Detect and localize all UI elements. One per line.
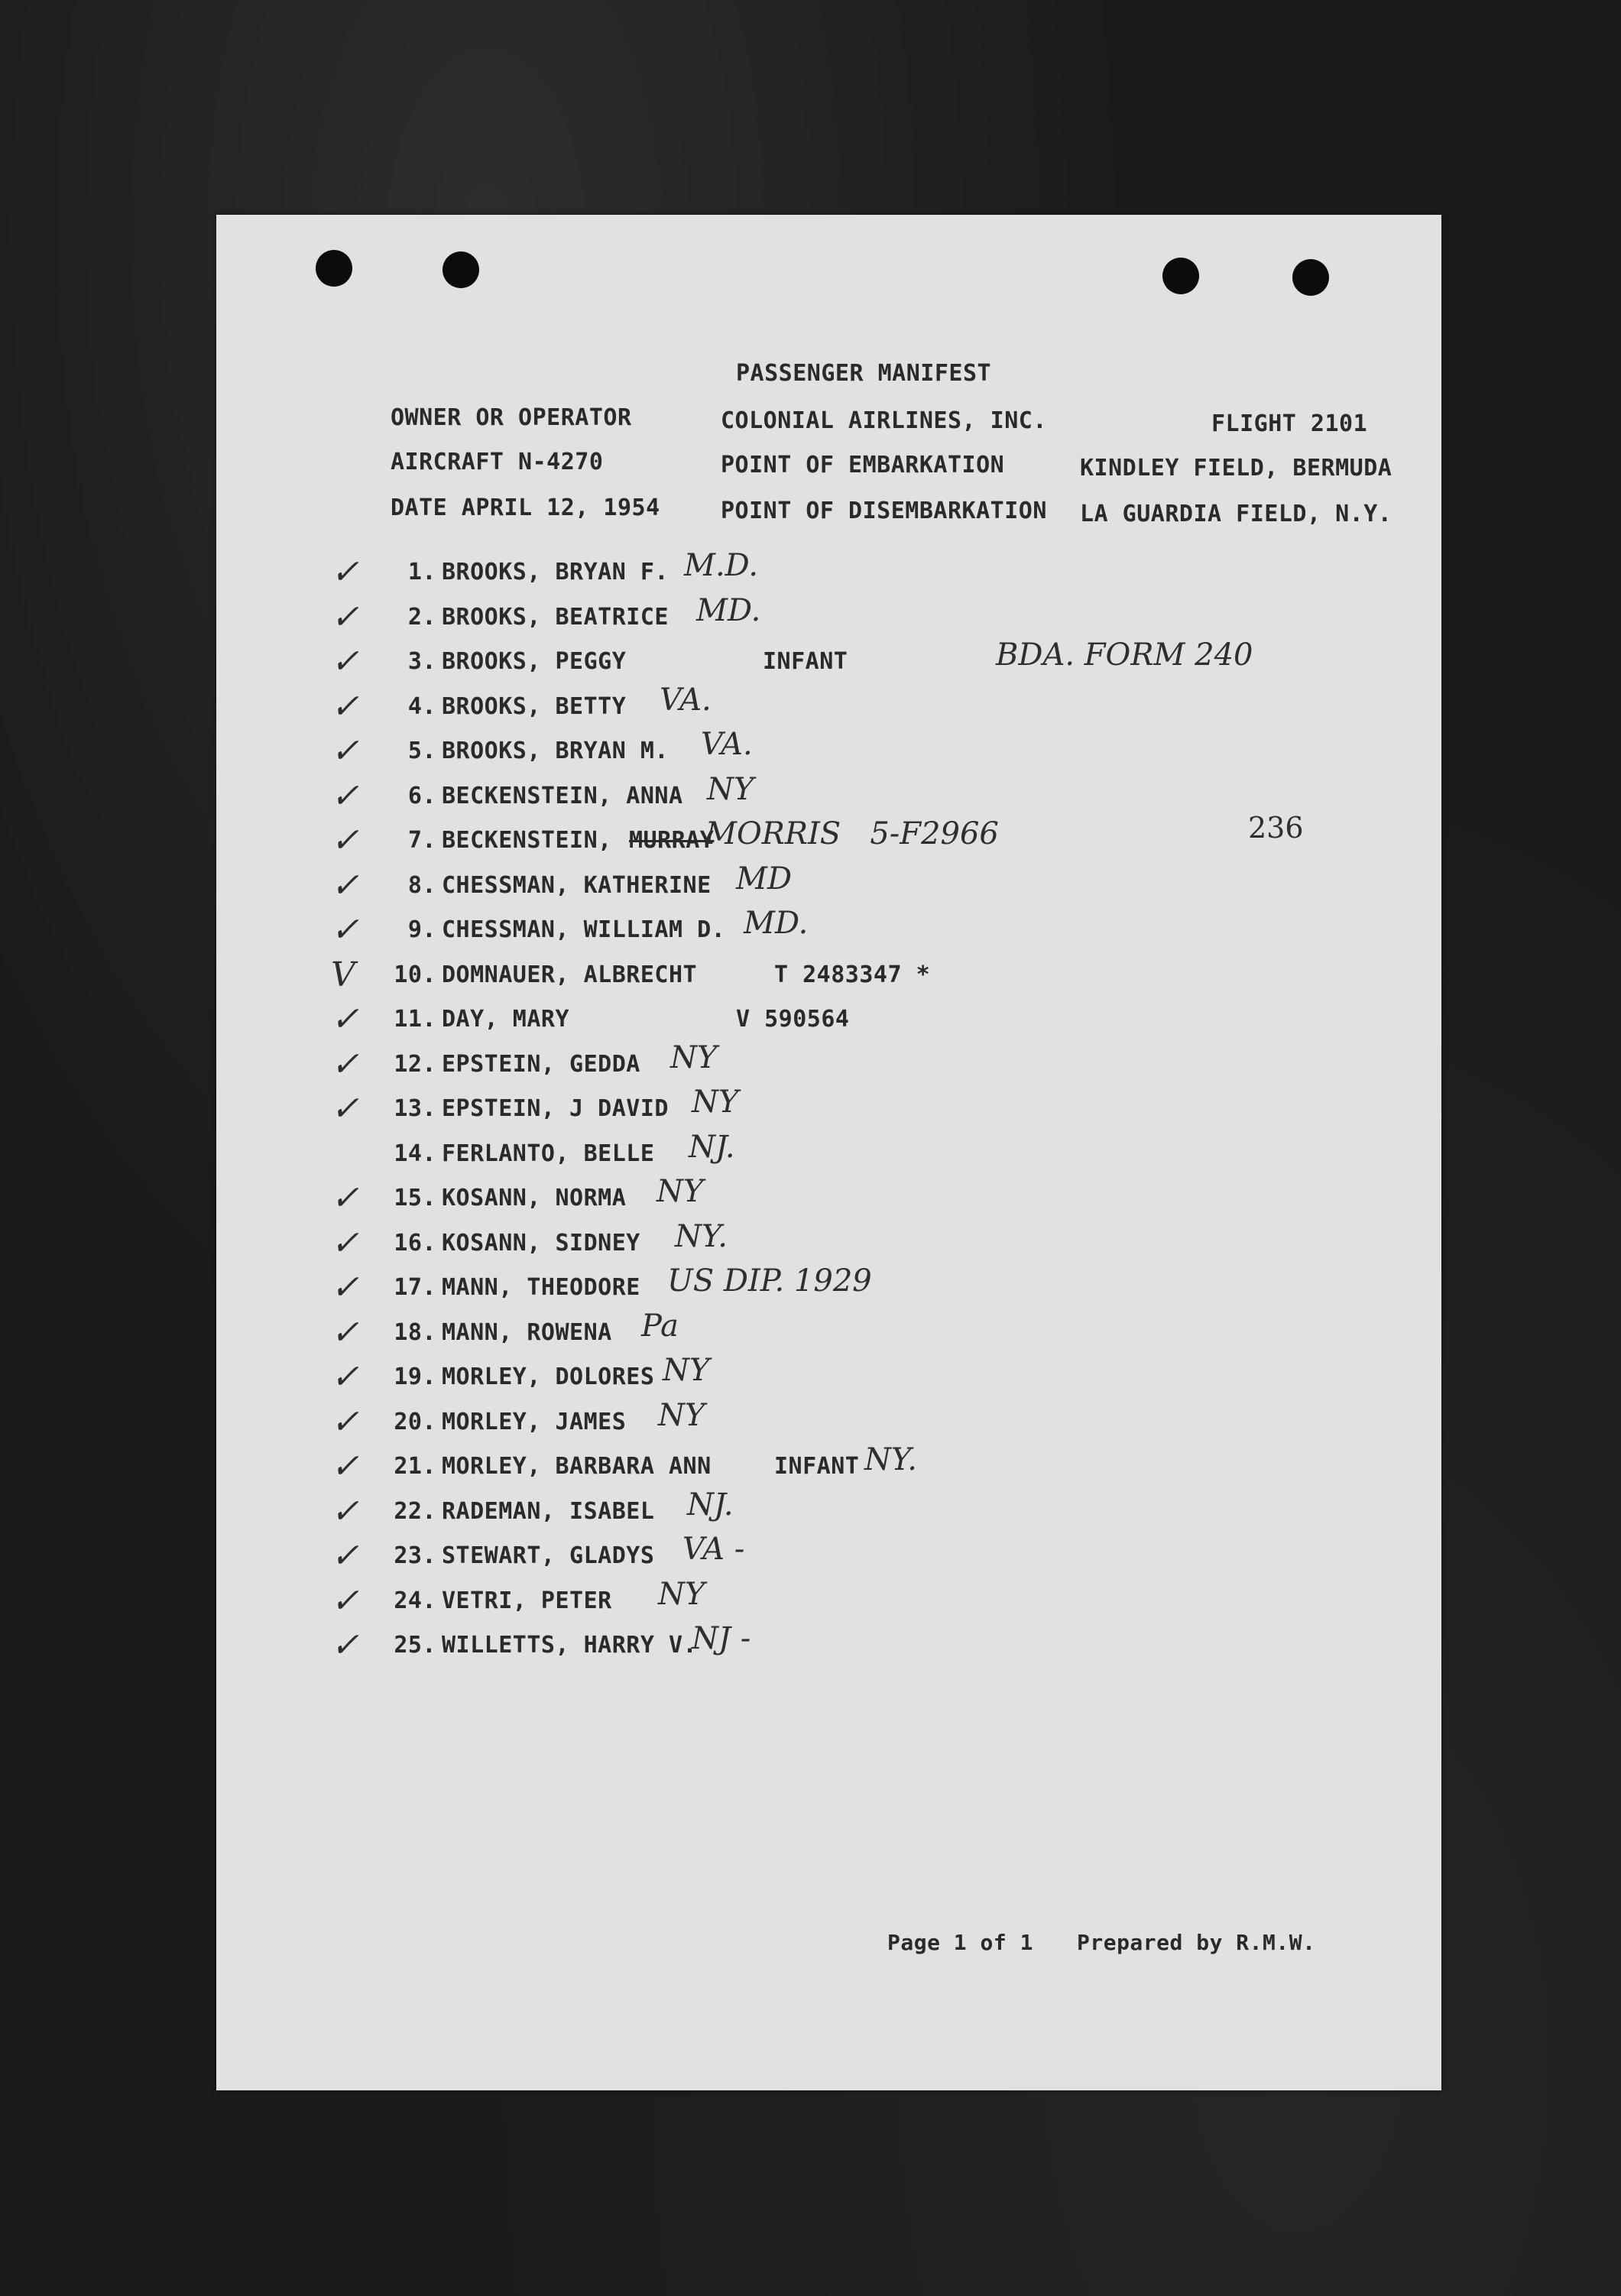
passenger-number: 18. (394, 1318, 436, 1346)
passenger-row (216, 1000, 1441, 1050)
handwritten-note: VA. (660, 682, 712, 718)
check-mark: ✓ (331, 910, 359, 949)
passenger-number: 1. (407, 559, 436, 585)
passenger-row (216, 1039, 1441, 1095)
passenger-name: MORLEY, DOLORES (442, 1364, 655, 1390)
check-mark: ✓ (331, 553, 359, 592)
handwritten-note: US DIP. 1929 (667, 1263, 872, 1299)
passenger-number: 7. (407, 827, 436, 854)
passenger-row (216, 637, 1441, 692)
check-mark: ✓ (331, 776, 359, 816)
check-mark: ✓ (331, 1268, 359, 1307)
passenger-number: 21. (394, 1453, 436, 1480)
passenger-number: 12. (394, 1050, 436, 1078)
check-mark: ✓ (331, 1536, 359, 1575)
check-mark: ✓ (331, 1312, 359, 1352)
passenger-row (216, 548, 1441, 603)
disembarkation-label: POINT OF DISEMBARKATION (721, 498, 1047, 524)
check-mark: ✓ (331, 1491, 359, 1531)
passenger-name: RADEMAN, ISABEL (442, 1497, 655, 1525)
passenger-number: 25. (394, 1632, 436, 1659)
passenger-name: CHESSMAN, WILLIAM D. (442, 916, 726, 943)
check-mark: ✓ (331, 865, 359, 905)
handwritten-note: NY (658, 1576, 705, 1612)
passenger-name: DOMNAUER, ALBRECHT (442, 961, 698, 988)
passenger-number: 19. (394, 1364, 436, 1390)
check-mark: ✓ (331, 821, 359, 860)
passenger-number: 6. (407, 782, 436, 809)
passenger-name: VETRI, PETER (442, 1587, 612, 1614)
passenger-name: BECKENSTEIN, ANNA (442, 782, 683, 809)
prepared-by: Prepared by R.M.W. (1077, 1930, 1316, 1955)
date: DATE APRIL 12, 1954 (391, 495, 660, 521)
passenger-row (216, 1263, 1441, 1318)
embarkation-value: KINDLEY FIELD, BERMUDA (1080, 455, 1392, 482)
punch-hole (1292, 259, 1329, 296)
check-mark: ✓ (331, 1581, 359, 1620)
check-mark: ✓ (331, 1044, 359, 1084)
punch-hole (1162, 258, 1199, 294)
owner-value: COLONIAL AIRLINES, INC. (721, 407, 1047, 434)
passenger-number: 24. (394, 1587, 436, 1614)
passenger-number: 14. (394, 1140, 436, 1167)
passenger-number: 16. (394, 1229, 436, 1257)
passenger-number: 20. (394, 1408, 436, 1435)
passenger-number: 17. (394, 1274, 436, 1301)
passenger-name: BROOKS, BETTY (442, 692, 627, 720)
handwritten-note: VA. (701, 727, 753, 762)
handwritten-note: BDA. FORM 240 (996, 637, 1253, 673)
handwritten-note: NY (707, 771, 754, 807)
passenger-row (216, 592, 1441, 648)
handwritten-note: NY (670, 1039, 718, 1075)
passenger-name: STEWART, GLADYS (442, 1542, 655, 1569)
passenger-name: MORLEY, BARBARA ANN (442, 1453, 712, 1480)
handwritten-note: NY (663, 1353, 710, 1388)
passenger-name: KOSANN, SIDNEY (442, 1229, 640, 1257)
handwritten-note: NY. (675, 1218, 728, 1254)
passenger-row (216, 1308, 1441, 1364)
passenger-row (216, 727, 1441, 782)
check-mark: ✓ (331, 1179, 359, 1218)
passenger-name: KOSANN, NORMA (442, 1185, 627, 1211)
passenger-extra: INFANT (774, 1453, 860, 1480)
handwritten-note: MD. (696, 592, 761, 628)
passenger-name: BECKENSTEIN, (442, 827, 612, 854)
passenger-number: 13. (394, 1095, 436, 1122)
check-mark: ✓ (331, 1000, 359, 1039)
passenger-row (216, 861, 1441, 916)
passenger-name: BROOKS, BEATRICE (442, 603, 669, 631)
passenger-number: 15. (394, 1185, 436, 1211)
passenger-number: 10. (394, 961, 436, 988)
passenger-number: 2. (407, 603, 436, 631)
handwritten-note: NY (692, 1085, 739, 1120)
handwritten-note: MD. (744, 906, 809, 941)
check-mark: ✓ (331, 731, 359, 770)
passenger-name: BROOKS, PEGGY (442, 648, 627, 675)
struck-name: MURRAY (629, 827, 715, 854)
passenger-name: CHESSMAN, KATHERINE (442, 871, 712, 899)
passenger-name: BROOKS, BRYAN F. (442, 559, 669, 585)
passenger-number: 4. (407, 692, 436, 720)
passenger-name: DAY, MARY (442, 1006, 570, 1033)
passenger-name: EPSTEIN, GEDDA (442, 1050, 640, 1078)
embarkation-label: POINT OF EMBARKATION (721, 452, 1005, 478)
passenger-row (216, 906, 1441, 961)
disembarkation-value: LA GUARDIA FIELD, N.Y. (1080, 501, 1392, 527)
handwritten-note: NY (658, 1397, 705, 1433)
manifest-sheet (216, 215, 1441, 2090)
check-mark: ✓ (331, 686, 359, 726)
passenger-name: BROOKS, BRYAN M. (442, 738, 669, 764)
flight-number: FLIGHT 2101 (1211, 410, 1368, 437)
passenger-number: 22. (394, 1497, 436, 1525)
check-mark: ✓ (331, 1447, 359, 1486)
passenger-name: MANN, ROWENA (442, 1318, 612, 1346)
handwritten-note: MORRIS 5-F2966 (705, 816, 999, 851)
aircraft: AIRCRAFT N-4270 (391, 449, 604, 475)
passenger-extra: INFANT (763, 648, 848, 675)
passenger-name: FERLANTO, BELLE (442, 1140, 655, 1167)
check-mark: ✓ (331, 1089, 359, 1128)
passenger-number: 9. (407, 916, 436, 943)
passenger-number: 23. (394, 1542, 436, 1569)
passenger-row (216, 1621, 1441, 1676)
check-mark: ✓ (331, 597, 359, 637)
passenger-row (216, 1129, 1441, 1185)
passenger-row (216, 1085, 1441, 1140)
passenger-number: 8. (407, 871, 436, 899)
passenger-name: WILLETTS, HARRY V. (442, 1632, 698, 1659)
handwritten-note: VA - (682, 1532, 745, 1567)
passenger-row (216, 1174, 1441, 1229)
handwritten-note: Pa (641, 1308, 679, 1344)
manifest-title: PASSENGER MANIFEST (736, 360, 992, 387)
punch-hole (443, 251, 479, 288)
passenger-extra: T 2483347 * (774, 961, 931, 988)
passenger-name: MANN, THEODORE (442, 1274, 640, 1301)
handwritten-note: NJ. (687, 1487, 734, 1523)
check-mark: ✓ (331, 1402, 359, 1441)
handwritten-note: NJ. (689, 1129, 735, 1165)
handwritten-note: NY (657, 1174, 704, 1209)
passenger-row (216, 682, 1441, 738)
passenger-row (216, 1442, 1441, 1497)
passenger-name: EPSTEIN, J DAVID (442, 1095, 669, 1122)
check-mark: ✓ (331, 1626, 359, 1665)
owner-label: OWNER OR OPERATOR (391, 404, 632, 431)
passenger-extra: V 590564 (736, 1006, 850, 1033)
check-mark: ✓ (331, 1223, 359, 1263)
handwritten-note: NY. (864, 1442, 917, 1477)
passenger-row (216, 1397, 1441, 1453)
check-mark: V (331, 955, 355, 994)
margin-note: 236 (1248, 811, 1304, 845)
handwritten-note: MD (736, 861, 793, 897)
passenger-row (216, 1487, 1441, 1542)
passenger-number: 11. (394, 1006, 436, 1033)
check-mark: ✓ (331, 642, 359, 681)
passenger-row (216, 1353, 1441, 1408)
handwritten-note: NJ - (692, 1621, 751, 1656)
passenger-name: MORLEY, JAMES (442, 1408, 627, 1435)
page-number: Page 1 of 1 (887, 1930, 1033, 1955)
passenger-number: 3. (407, 648, 436, 675)
check-mark: ✓ (331, 1357, 359, 1396)
passenger-row (216, 1576, 1441, 1632)
passenger-row (216, 955, 1441, 1006)
passenger-row (216, 1532, 1441, 1587)
passenger-number: 5. (407, 738, 436, 764)
punch-hole (316, 250, 352, 287)
handwritten-note: M.D. (684, 548, 759, 583)
